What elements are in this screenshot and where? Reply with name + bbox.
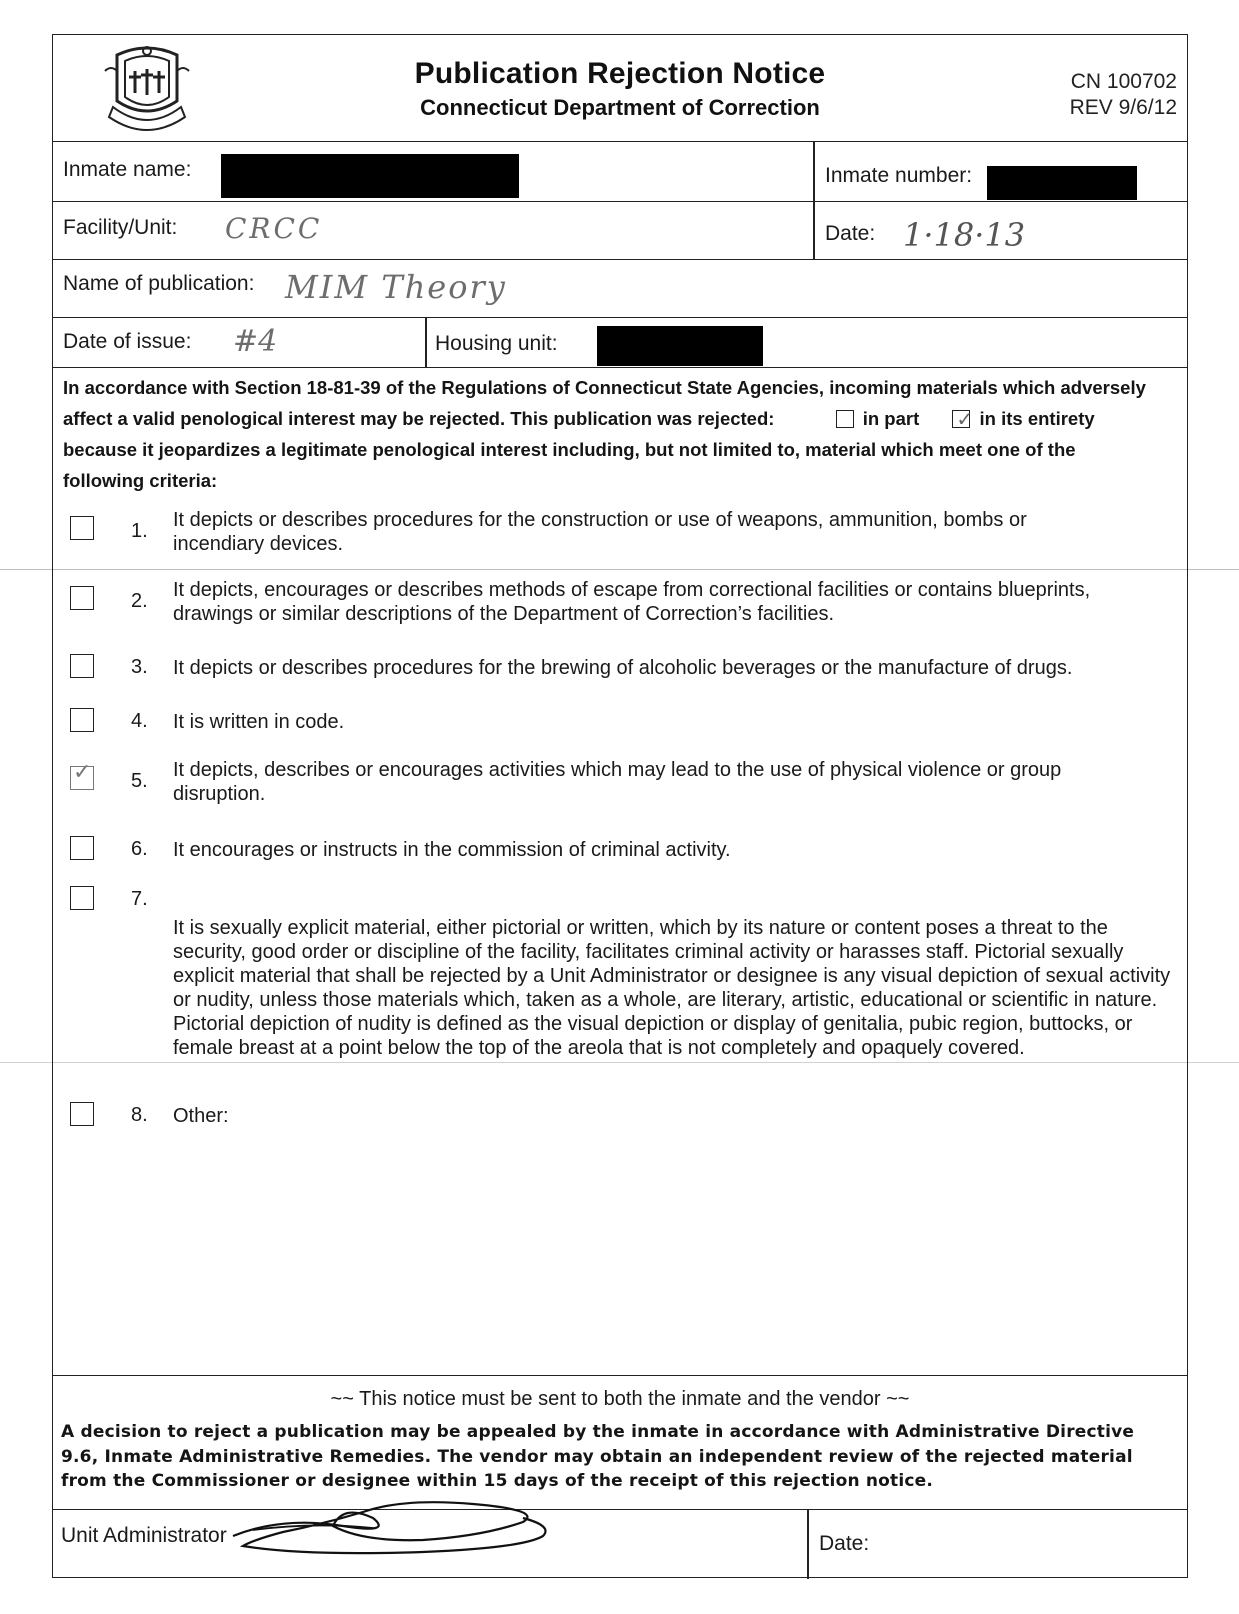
criterion-number: 6.: [131, 838, 148, 860]
in-entirety-option: [952, 408, 1094, 429]
divider: [425, 318, 427, 367]
criterion-number: 2.: [131, 590, 148, 612]
facility-value: CRCC: [225, 212, 323, 245]
form-header: [53, 35, 1187, 141]
regulation-line: [63, 403, 1173, 434]
issue-value: #4: [233, 324, 278, 359]
redacted-inmate-number: [987, 166, 1137, 200]
regulation-line: In accordance with Section 18-81-39 of the Regulations of Connecticut State Agencies, incoming materials which adversely: [63, 377, 1146, 398]
publication-row: [53, 259, 1187, 317]
divider: [807, 1510, 809, 1579]
criterion-checkbox: [70, 586, 94, 610]
rejection-notice-form: [52, 34, 1188, 1578]
form-number: CN 100702: [1070, 70, 1177, 93]
in-part-label: in part: [862, 408, 920, 429]
housing-label: Housing unit:: [435, 332, 558, 355]
criterion-number: 3.: [131, 656, 148, 678]
criterion-text: It depicts or describes procedures for the construction or use of weapons, ammunition, bombs or incendiary devices.: [173, 509, 1027, 555]
issue-row: [53, 317, 1187, 367]
publication-label: Name of publication:: [63, 272, 255, 295]
signature-row: [53, 1509, 1187, 1579]
criterion-number: 5.: [131, 770, 148, 792]
form-title: Publication Rejection Notice: [414, 57, 826, 90]
regulation-section: [53, 367, 1187, 1375]
criterion-checkbox: [70, 886, 94, 910]
in-part-option: [836, 408, 925, 429]
criterion-checkbox: [70, 708, 94, 732]
inmate-name-label: Inmate name:: [63, 158, 192, 181]
signature-date-label: Date:: [819, 1532, 870, 1555]
criterion-number: 4.: [131, 710, 148, 732]
criterion-text: It depicts or describes procedures for the brewing of alcoholic beverages or the manufacture of drugs.: [173, 657, 1073, 679]
redacted-housing-unit: [597, 326, 763, 366]
facility-row: [53, 201, 1187, 259]
footer-section: [53, 1375, 1187, 1509]
in-entirety-label: in its entirety: [979, 408, 1095, 429]
regulation-line: following criteria:: [63, 470, 218, 491]
redacted-inmate-name: [221, 154, 519, 198]
criterion-item: [53, 706, 1187, 736]
criterion-number: 8.: [131, 1104, 148, 1126]
criterion-item: [53, 758, 1187, 808]
criterion-checkbox: [70, 1102, 94, 1126]
regulation-line: because it jeopardizes a legitimate penological interest including, but not limited to, material which meet one of the: [63, 439, 1076, 460]
date-label: Date:: [825, 222, 876, 245]
criterion-item: [53, 834, 1187, 864]
criterion-number: 1.: [131, 520, 148, 542]
form-subtitle: Connecticut Department of Correction: [420, 95, 820, 120]
criterion-number: 7.: [131, 888, 148, 910]
handwritten-signature: [223, 1496, 563, 1566]
form-revision: REV 9/6/12: [1069, 96, 1177, 119]
criterion-item: [53, 1100, 1187, 1130]
regulation-text: [63, 372, 1173, 496]
criterion-text: It is sexually explicit material, either pictorial or written, which by its nature or content poses a threat to the security, good order or discipline of the facility, facilitates criminal activity or harasses staff. Pictorial sexually explicit material that shall be rejected by a Unit Administrator or designee is any visual depiction of sexual activity or nudity, unless those materials which, taken as a whole, are literary, artistic, educational or scientific in nature. Pictorial depiction of nudity is defined as the visual depiction or display of genitalia, pubic region, buttocks, or female breast at a point below the top of the areola that is not completely and opaquely covered.: [173, 917, 1171, 1059]
publication-value: MIM Theory: [285, 268, 507, 306]
criterion-text: It depicts, encourages or describes methods of escape from correctional facilities or contains blueprints, drawings or similar descriptions of the Department of Correction’s facilities.: [173, 579, 1091, 625]
date-value: 1·18·13: [903, 216, 1026, 254]
form-number-block: [1070, 69, 1177, 121]
unit-administrator-label: Unit Administrator: [61, 1524, 227, 1547]
divider: [813, 202, 815, 259]
in-entirety-checkbox: ✓: [952, 410, 970, 428]
criterion-item: [53, 508, 1187, 558]
criterion-checkbox: [70, 836, 94, 860]
criterion-item: [53, 886, 1187, 1082]
send-notice: ~~ This notice must be sent to both the inmate and the vendor ~~: [330, 1388, 910, 1410]
criterion-text: It encourages or instructs in the commission of criminal activity.: [173, 839, 731, 861]
inmate-row: [53, 141, 1187, 201]
check-mark-icon: ✓: [73, 759, 92, 784]
divider: [813, 142, 815, 201]
criterion-checkbox: [70, 759, 94, 790]
criterion-item: [53, 652, 1187, 682]
criterion-text: It is written in code.: [173, 711, 345, 733]
appeal-text: A decision to reject a publication may be appealed by the inmate in accordance with Administrative Directive 9.6, Inmate Administrative Remedies. The vendor may obtain an independent review of the rejected material from the Commissioner or designee within 15 days of the receipt of this rejection notice.: [61, 1422, 1135, 1491]
criterion-text: It depicts, describes or encourages activities which may lead to the use of physical violence or group disruption.: [173, 759, 1062, 805]
criterion-checkbox: [70, 516, 94, 540]
in-part-checkbox: [836, 410, 854, 428]
criterion-item: [53, 578, 1187, 628]
inmate-number-label: Inmate number:: [825, 164, 973, 187]
facility-label: Facility/Unit:: [63, 216, 178, 239]
criterion-text: Other:: [173, 1105, 229, 1127]
criterion-checkbox: [70, 654, 94, 678]
regulation-line-text: affect a valid penological interest may be rejected. This publication was rejected:: [63, 408, 775, 429]
issue-label: Date of issue:: [63, 330, 192, 353]
